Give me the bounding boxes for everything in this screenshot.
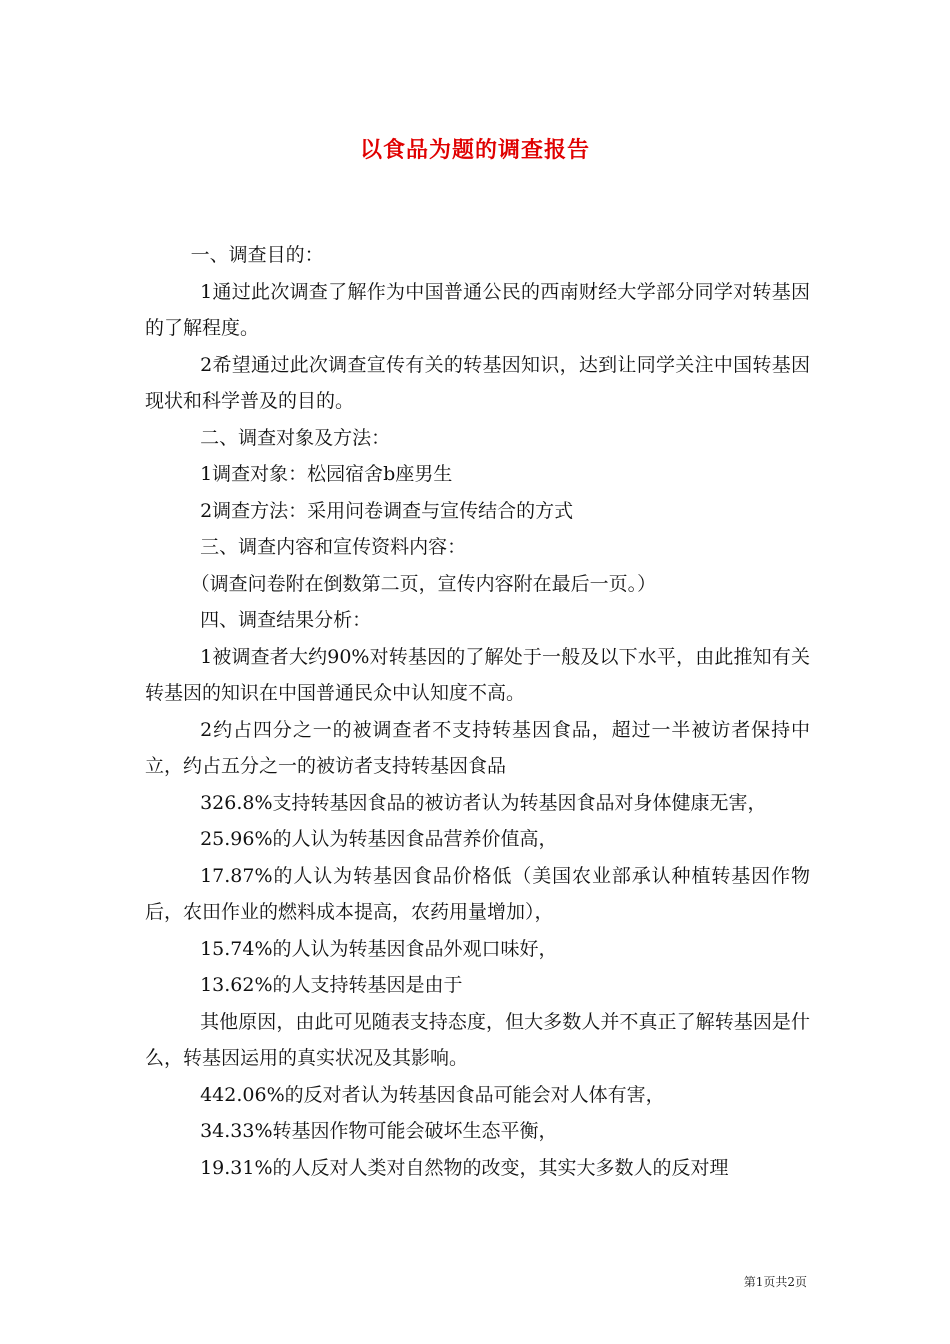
paragraph: 2希望通过此次调查宣传有关的转基因知识，达到让同学关注中国转基因现状和科学普及的目的。 [145,353,810,412]
paragraph: 326.8%支持转基因食品的被访者认为转基因食品对身体健康无害， [200,791,767,814]
page-number-footer [744,1273,807,1290]
paragraph: 2约占四分之一的被调查者不支持转基因食品，超过一半被访者保持中立，约占五分之一的被访者支持转基因食品 [145,718,810,777]
paragraph: 25.96%的人认为转基因食品营养价值高， [200,828,558,850]
section-heading-purpose: 一、调查目的： [190,244,324,266]
document-title: 以食品为题的调查报告 [359,138,590,163]
paragraph: 15.74%的人认为转基因食品外观口味好， [200,937,558,960]
paragraph: 19.31%的人反对人类对自然物的改变，其实大多数人的反对理 [200,1156,729,1179]
section-heading-subjects-methods: 二、调查对象及方法： [200,426,391,449]
paragraph: 2调查方法：采用问卷调查与宣传结合的方式 [200,499,574,522]
paragraph: 34.33%转基因作物可能会破坏生态平衡， [200,1120,558,1142]
section-heading-content: 三、调查内容和宣传资料内容： [200,536,467,558]
section-heading-results: 四、调查结果分析： [200,609,372,631]
paragraph: 1调查对象：松园宿舍b座男生 [200,463,453,485]
page-number-label: 第1页共2页 [743,1275,807,1289]
paragraph: 442.06%的反对者认为转基因食品可能会对人体有害， [200,1083,665,1106]
paragraph: 13.62%的人支持转基因是由于 [200,974,463,996]
document-body [145,237,810,1186]
paragraph: 其他原因，由此可见随表支持态度，但大多数人并不真正了解转基因是什么，转基因运用的真实状况及其影响。 [145,1010,810,1069]
paragraph-note: （调查问卷附在倒数第二页，宣传内容附在最后一页。） [190,572,657,595]
paragraph: 1被调查者大约90%对转基因的了解处于一般及以下水平，由此推知有关转基因的知识在中国普通民众中认知度不高。 [145,645,810,704]
paragraph: 1通过此次调查了解作为中国普通公民的西南财经大学部分同学对转基因的了解程度。 [145,280,810,339]
paragraph: 17.87%的人认为转基因食品价格低（美国农业部承认种植转基因作物后，农田作业的燃料成本提高，农药用量增加）， [145,864,810,923]
